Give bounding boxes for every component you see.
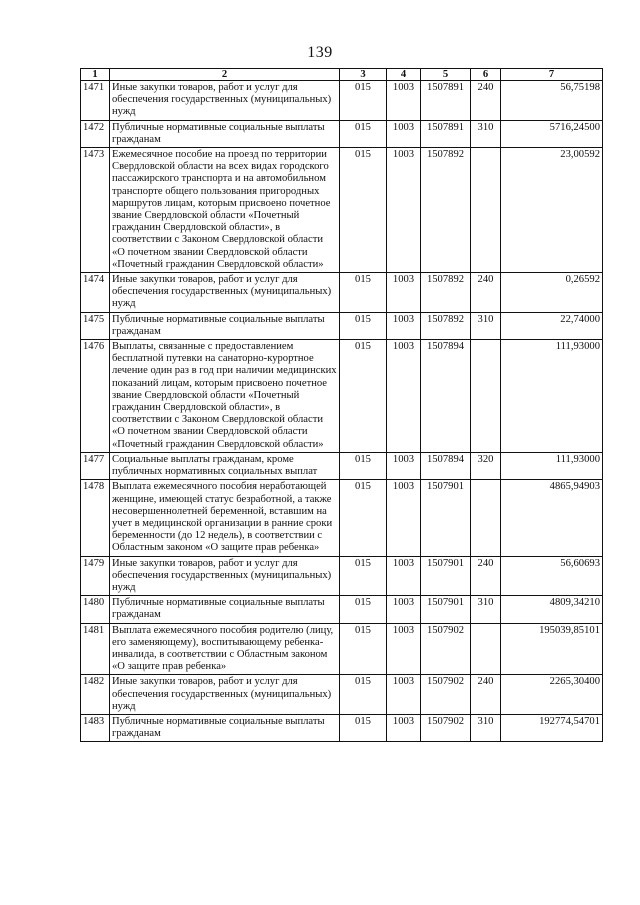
column-header: 1 <box>81 69 110 81</box>
table-row <box>81 675 603 715</box>
row-amount: 4865,94903 <box>501 480 603 556</box>
row-number: 1477 <box>81 452 110 479</box>
row-code-6: 310 <box>471 120 501 147</box>
row-code-5: 1507902 <box>421 714 471 741</box>
row-amount: 2265,30400 <box>501 675 603 715</box>
row-amount: 195039,85101 <box>501 623 603 675</box>
column-header: 7 <box>501 69 603 81</box>
row-name: Публичные нормативные социальные выплаты гражданам <box>110 596 340 623</box>
row-amount: 111,93000 <box>501 340 603 453</box>
row-code-6: 240 <box>471 273 501 313</box>
row-code-4: 1003 <box>387 714 421 741</box>
row-number: 1475 <box>81 312 110 339</box>
page-number: 139 <box>307 44 333 61</box>
table-row <box>81 714 603 741</box>
row-code-3: 015 <box>340 273 387 313</box>
row-code-6 <box>471 480 501 556</box>
row-number: 1474 <box>81 273 110 313</box>
row-code-3: 015 <box>340 596 387 623</box>
row-code-6: 240 <box>471 556 501 596</box>
row-code-6: 320 <box>471 452 501 479</box>
row-code-5: 1507891 <box>421 81 471 121</box>
row-code-6: 310 <box>471 714 501 741</box>
table-row <box>81 452 603 479</box>
row-number: 1483 <box>81 714 110 741</box>
row-amount: 192774,54701 <box>501 714 603 741</box>
row-name: Публичные нормативные социальные выплаты гражданам <box>110 312 340 339</box>
row-code-5: 1507901 <box>421 480 471 556</box>
row-code-3: 015 <box>340 452 387 479</box>
row-number: 1481 <box>81 623 110 675</box>
row-code-3: 015 <box>340 81 387 121</box>
row-code-5: 1507894 <box>421 452 471 479</box>
budget-table <box>80 68 603 742</box>
column-header: 6 <box>471 69 501 81</box>
column-header: 4 <box>387 69 421 81</box>
row-amount: 56,60693 <box>501 556 603 596</box>
row-number: 1478 <box>81 480 110 556</box>
row-code-4: 1003 <box>387 675 421 715</box>
row-number: 1472 <box>81 120 110 147</box>
row-code-5: 1507901 <box>421 596 471 623</box>
row-code-6: 310 <box>471 596 501 623</box>
row-code-5: 1507892 <box>421 312 471 339</box>
row-code-4: 1003 <box>387 148 421 273</box>
row-name: Ежемесячное пособие на проезд по территории Свердловской области на всех видах городского пассажирского транспорта и на автомобильном транспорте общего пользования пригородных маршрутов лицам, которым присвоено почетное звание Свердловской области «Почетный гражданин Свердловской области», в соответствии с Законом Свердловской области «О почетном звании Свердловской области «Почетный гражданин Свердловской области» <box>110 148 340 273</box>
table-row <box>81 480 603 556</box>
column-header: 5 <box>421 69 471 81</box>
row-number: 1480 <box>81 596 110 623</box>
row-code-6: 240 <box>471 81 501 121</box>
row-code-4: 1003 <box>387 340 421 453</box>
row-amount: 56,75198 <box>501 81 603 121</box>
row-name: Иные закупки товаров, работ и услуг для обеспечения государственных (муниципальных) нужд <box>110 273 340 313</box>
header-row <box>81 69 603 81</box>
table-row <box>81 312 603 339</box>
row-code-5: 1507891 <box>421 120 471 147</box>
row-code-5: 1507894 <box>421 340 471 453</box>
row-amount: 5716,24500 <box>501 120 603 147</box>
row-code-4: 1003 <box>387 452 421 479</box>
row-code-3: 015 <box>340 340 387 453</box>
row-code-6 <box>471 340 501 453</box>
row-code-5: 1507901 <box>421 556 471 596</box>
table-row <box>81 596 603 623</box>
row-code-4: 1003 <box>387 273 421 313</box>
table-row <box>81 623 603 675</box>
row-code-3: 015 <box>340 480 387 556</box>
table-row <box>81 120 603 147</box>
row-code-3: 015 <box>340 312 387 339</box>
row-code-3: 015 <box>340 675 387 715</box>
row-code-3: 015 <box>340 623 387 675</box>
row-number: 1471 <box>81 81 110 121</box>
row-code-6: 240 <box>471 675 501 715</box>
row-name: Иные закупки товаров, работ и услуг для обеспечения государственных (муниципальных) нужд <box>110 81 340 121</box>
row-code-4: 1003 <box>387 312 421 339</box>
row-code-3: 015 <box>340 714 387 741</box>
row-code-5: 1507892 <box>421 273 471 313</box>
row-code-5: 1507892 <box>421 148 471 273</box>
row-name: Выплаты, связанные с предоставлением бесплатной путевки на санаторно-курортное лечение один раз в год при наличии медицинских показаний лицам, которым присвоено почетное звание Свердловской области «Почетный гражданин Свердловской области», в соответствии с Законом Свердловской области «О почетном звании Свердловской области «Почетный гражданин Свердловской области» <box>110 340 340 453</box>
row-code-6 <box>471 148 501 273</box>
row-code-5: 1507902 <box>421 675 471 715</box>
row-code-3: 015 <box>340 148 387 273</box>
row-number: 1482 <box>81 675 110 715</box>
row-number: 1473 <box>81 148 110 273</box>
column-header: 3 <box>340 69 387 81</box>
row-number: 1479 <box>81 556 110 596</box>
table-row <box>81 81 603 121</box>
row-name: Социальные выплаты гражданам, кроме публичных нормативных социальных выплат <box>110 452 340 479</box>
row-name: Выплата ежемесячного пособия родителю (лицу, его заменяющему), воспитывающему ребенка-инвалида, в соответствии с Областным законом «О защите прав ребенка» <box>110 623 340 675</box>
row-name: Иные закупки товаров, работ и услуг для обеспечения государственных (муниципальных) нужд <box>110 556 340 596</box>
row-code-6: 310 <box>471 312 501 339</box>
row-code-6 <box>471 623 501 675</box>
row-code-4: 1003 <box>387 596 421 623</box>
row-code-4: 1003 <box>387 556 421 596</box>
row-name: Публичные нормативные социальные выплаты гражданам <box>110 714 340 741</box>
table-row <box>81 556 603 596</box>
row-amount: 4809,34210 <box>501 596 603 623</box>
row-code-4: 1003 <box>387 120 421 147</box>
row-name: Публичные нормативные социальные выплаты гражданам <box>110 120 340 147</box>
row-code-4: 1003 <box>387 623 421 675</box>
row-code-4: 1003 <box>387 81 421 121</box>
row-code-5: 1507902 <box>421 623 471 675</box>
row-amount: 0,26592 <box>501 273 603 313</box>
row-name: Выплата ежемесячного пособия неработающей женщине, имеющей статус безработной, а также несовершеннолетней беременной, вставшим на учет в медицинской организации в ранние сроки беременности (до 12 недель), в соответствии с Областным законом «О защите прав ребенка» <box>110 480 340 556</box>
column-header: 2 <box>110 69 340 81</box>
row-amount: 111,93000 <box>501 452 603 479</box>
row-code-3: 015 <box>340 120 387 147</box>
table-row <box>81 148 603 273</box>
row-number: 1476 <box>81 340 110 453</box>
table-row <box>81 340 603 453</box>
row-amount: 22,74000 <box>501 312 603 339</box>
row-code-3: 015 <box>340 556 387 596</box>
row-name: Иные закупки товаров, работ и услуг для обеспечения государственных (муниципальных) нужд <box>110 675 340 715</box>
table-row <box>81 273 603 313</box>
row-amount: 23,00592 <box>501 148 603 273</box>
row-code-4: 1003 <box>387 480 421 556</box>
